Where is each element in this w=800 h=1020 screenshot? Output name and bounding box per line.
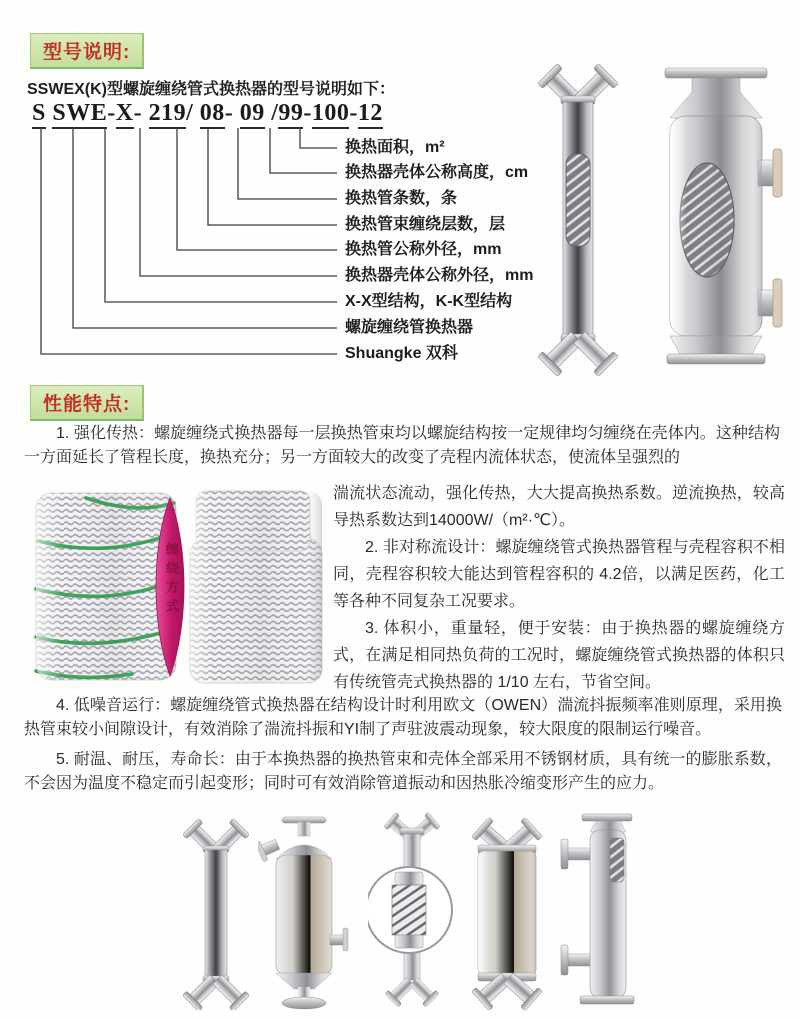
code-seg-height: 100 xyxy=(312,100,350,129)
code-seg-tube-od: 08 xyxy=(200,100,225,129)
neck xyxy=(670,78,762,118)
label-tube-count: 换热管条数，条 xyxy=(345,190,458,207)
photo-product-slim-x-type xyxy=(178,818,254,1010)
feature-paragraph-1-continued: 湍流状态流动，强化传热，大大提高换热系数。逆流换热，较高导热系数达到14000W/（m²·℃）。 xyxy=(333,485,785,529)
label-tube-od: 换热管公称外径，mm xyxy=(345,241,502,258)
section-header-model-description: 型号说明: xyxy=(30,33,144,69)
code-sep: - xyxy=(224,100,240,126)
model-intro-text: SSWEX(K)型螺旋缠绕管式换热器的型号说明如下： xyxy=(27,81,396,98)
code-seg-tube-count: 99 xyxy=(278,100,303,129)
spiral-window xyxy=(566,154,590,246)
label-shell-od: 换热器壳体公称外径，mm xyxy=(345,267,534,284)
feature-paragraph-3: 3. 体积小，重量轻，便于安装：由于换热器的螺旋缠绕方式，在满足相同热负荷的工况时，螺旋缠绕管式换热器的体积只有传统管壳式换热器的 1/10 左右，节省空间。 xyxy=(333,620,785,691)
code-seg-layers: 09 xyxy=(240,100,265,129)
code-sep: / xyxy=(264,100,279,126)
photo-product-side-flange-vessel xyxy=(558,812,648,1012)
feature-paragraph-5: 5. 耐温、耐压，寿命长：由于本换热器的换热管束和壳体全部采用不锈钢材质，具有统一的膨胀系数，不会因为温度不稳定而引起变形；同时可有效消除管道振动和因热胀冷缩变形产生的应力。 xyxy=(24,751,782,792)
photo-product-wide-x-type xyxy=(462,815,552,1013)
code-sep: - xyxy=(133,100,149,126)
code-sep: / xyxy=(186,100,200,126)
feature-paragraph-2: 2. 非对称流设计：螺旋缠绕管式换热器管程与壳程容积不相同，壳程容积较大能达到管程容积的 4.2倍，以满足医药，化工等各种不同复杂工况要求。 xyxy=(333,539,785,610)
section-header-performance-features: 性能特点: xyxy=(30,385,144,421)
code-sep: - xyxy=(107,100,116,126)
code-seg-shell-od: 219 xyxy=(149,100,187,129)
feature-text-column xyxy=(333,480,785,696)
bottom-cone xyxy=(670,336,762,354)
model-code-connector-lines xyxy=(30,128,350,368)
code-seg-type: SWE xyxy=(52,100,107,129)
code-seg-area: 12 xyxy=(358,100,383,129)
label-heat-area: 换热面积，m² xyxy=(345,139,445,156)
photo-exchanger-flanged-vessel xyxy=(645,60,787,375)
feature-paragraph-4: 4. 低噪音运行：螺旋缠绕管式换热器在结构设计时利用欧文（OWEN）湍流抖振频率准则原理，采用换热管束较小间隙设计，有效消除了湍流抖振和YI制了声驻波震动现象，较大限度的限制运行噪音。 xyxy=(24,697,782,738)
label-winding-layers: 换热管束缠绕层数，层 xyxy=(345,216,506,233)
photo-product-vessel-pedestal xyxy=(258,815,350,1015)
code-seg-structure: X xyxy=(116,100,134,129)
top-flange xyxy=(665,68,767,78)
shading xyxy=(670,116,762,336)
feature-paragraph-1-start: 1. 强化传热：螺旋缠绕式换热器每一层换热管束均以螺旋结构按一定规律均匀缠绕在壳体内。这种结构一方面延长了管程长度，换热充分；另一方面较大的改变了壳程内流体状态，使流体呈强烈的 xyxy=(24,425,780,466)
bottom-flange xyxy=(667,354,765,364)
coil-window xyxy=(610,838,624,882)
code-seg-brand: S xyxy=(32,100,46,129)
photo-product-magnified-coil-section xyxy=(368,812,456,1012)
upper-nozzle-flange xyxy=(773,149,782,197)
label-brand: Shuangke 双科 xyxy=(345,345,458,362)
label-product-type: 螺旋缠绕管换热器 xyxy=(345,319,474,336)
lower-nozzle-flange xyxy=(773,279,782,327)
winding-method-label: 缠绕方式 xyxy=(164,542,179,618)
model-code xyxy=(32,100,383,127)
magnified-coils xyxy=(392,885,426,935)
code-sep: - xyxy=(303,100,312,126)
code-sep: - xyxy=(349,100,358,126)
photo-exchanger-x-type xyxy=(515,58,641,380)
label-structure-type: X-X型结构，K-K型结构 xyxy=(345,293,513,310)
label-shell-height: 换热器壳体公称高度，cm xyxy=(345,164,529,181)
